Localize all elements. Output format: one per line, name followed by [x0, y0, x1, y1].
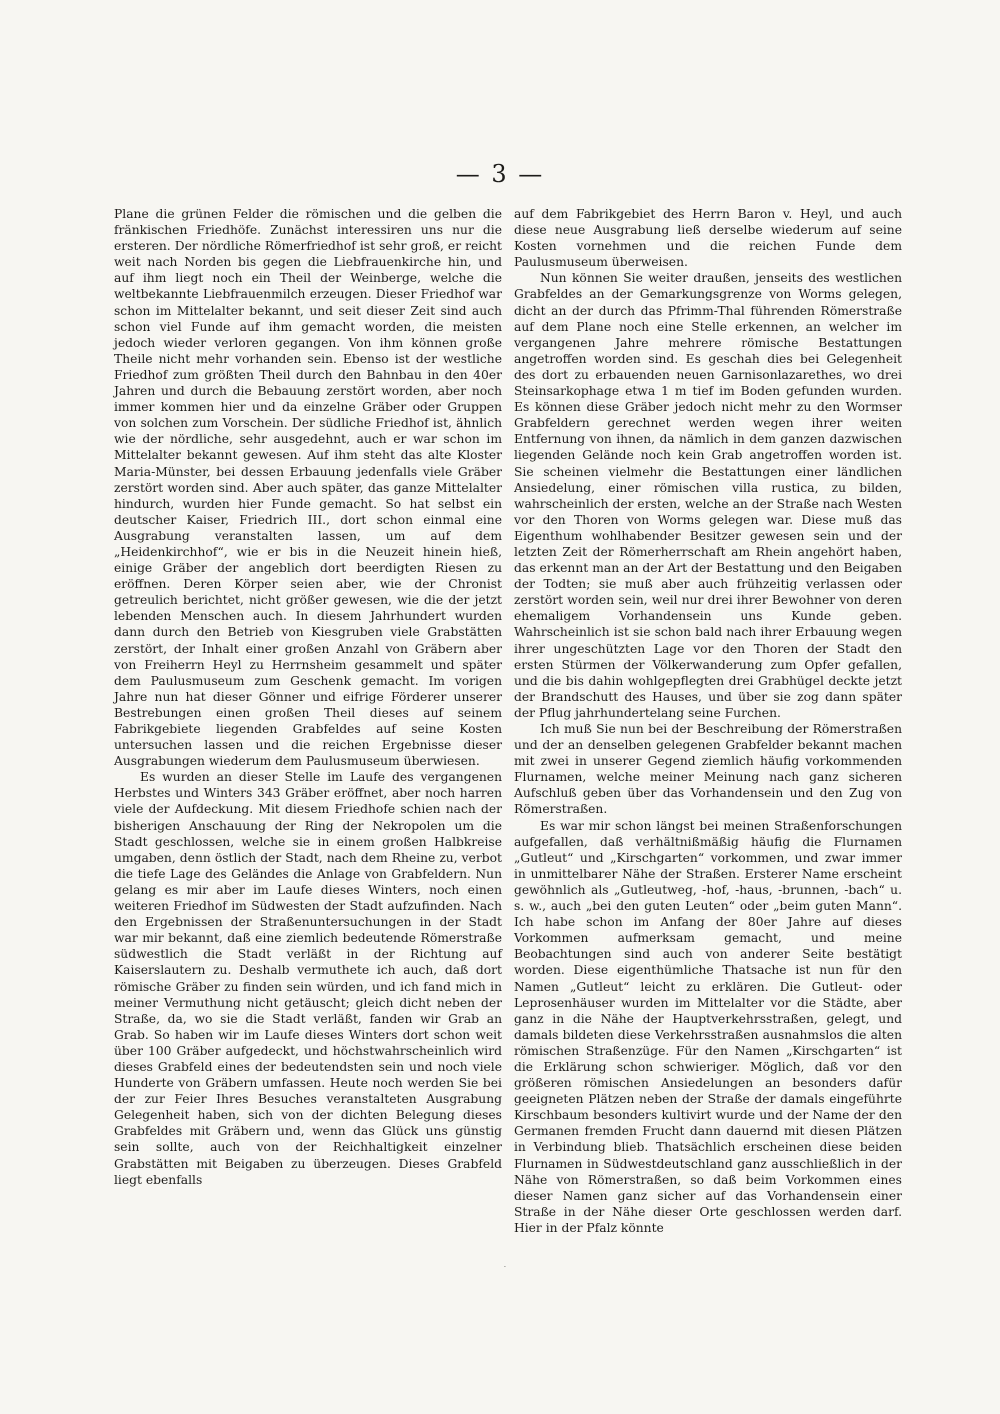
right-paragraph-3: Ich muß Sie nun bei der Beschreibung der Römerstraßen und der an denselben gelegenen Grabfelder bekannt machen mit zwei in unserer Gegend ziemlich häufig vorkommenden Flurnamen, welche meiner Meinung nach ganz sicheren Aufschluß geben über das Vorhandensein und den Zug von Römerstraßen. [514, 722, 902, 817]
left-paragraph-2: Es wurden an dieser Stelle im Laufe des vergangenen Herbstes und Winters 343 Gräber eröffnet, aber noch harren viele der Aufdeckung. Mit diesem Friedhofe schien nach der bisherigen Anschauung der Ring der Nekropolen um die Stadt geschlossen, welche sie in einem großen Halbkreise umgaben, denn östlich der Stadt, nach dem Rheine zu, verbot die tiefe Lage des Geländes die Anlage von Grabfeldern. Nun gelang es mir aber im Laufe dieses Winters, noch einen weiteren Friedhof im Südwesten der Stadt aufzufinden. Nach den Ergebnissen der Straßenuntersuchungen in der Stadt war mir bekannt, daß eine ziemlich bedeutende Römerstraße südwestlich die Stadt verläßt in der Richtung auf Kaiserslautern zu. Deshalb vermuthete ich auch, daß dort römische Gräber zu finden sein würden, und ich fand mich in meiner Vermuthung nicht getäuscht; gleich dicht neben der Straße, da, wo sie die Stadt verläßt, fanden wir Grab an Grab. So haben wir im Laufe dieses Winters dort schon weit über 100 Gräber aufgedeckt, und höchstwahrscheinlich wird dieses Grabfeld eines der bedeutendsten sein und noch viele Hunderte von Gräbern umfassen. Heute noch werden Sie bei der zur Feier Ihres Besuches veranstalteten Ausgrabung Gelegenheit haben, sich von der dichten Belegung dieses Grabfeldes mit Gräbern und, wenn das Glück uns günstig sein sollte, auch von der Reichhaltigkeit einzelner Grabstätten mit Beigaben zu überzeugen. Dieses Grabfeld liegt ebenfalls [114, 770, 502, 1187]
left-column [114, 206, 502, 1188]
right-paragraph-4: Es war mir schon längst bei meinen Straßenforschungen aufgefallen, daß verhältnißmäßig häufig die Flurnamen „Gutleut“ und „Kirschgarten“ vorkommen, und zwar immer in unmittelbarer Nähe der Straßen. Ersterer Name erscheint gewöhnlich als „Gutleutweg, -hof, -haus, -brunnen, -bach“ u. s. w., auch „bei den guten Leuten“ oder „beim guten Mann“. Ich habe schon im Anfang der 80er Jahre auf dieses Vorkommen aufmerksam gemacht, und meine Beobachtungen sind auch von anderer Seite bestätigt worden. Diese eigenthümliche Thatsache ist nun für den Namen „Gutleut“ leicht zu erklären. Die Gutleut- oder Leprosenhäuser wurden im Mittelalter vor die Städte, aber ganz in die Nähe der Hauptverkehrsstraßen, gelegt, und damals bildeten diese Verkehrsstraßen ausnahmslos die alten römischen Straßenzüge. Für den Namen „Kirschgarten“ ist die Erklärung schon schwieriger. Möglich, daß vor den größeren römischen Ansiedelungen an besonders dafür geeigneten Plätzen neben der Straße der damals eingeführte Kirschbaum besonders kultivirt wurde und der Name der den Germanen fremden Frucht dann dauernd mit diesen Plätzen in Verbindung blieb. Thatsächlich erscheinen diese beiden Flurnamen in Südwestdeutschland ganz ausschließlich in der Nähe von Römerstraßen, so daß beim Vorkommen eines dieser Namen ganz sicher auf das Vorhandensein einer Straße in der Nähe dieser Orte geschlossen werden darf. Hier in der Pfalz könnte [514, 818, 902, 1235]
print-speck: · [504, 1264, 506, 1271]
right-column [514, 206, 902, 1236]
page-number: — 3 — [455, 160, 545, 188]
left-paragraph-1: Plane die grünen Felder die römischen und die gelben die fränkischen Friedhöfe. Zunächst interessiren uns nur die ersteren. Der nördliche Römerfriedhof ist sehr groß, er reicht weit nach Norden bis gegen die Liebfrauenkirche hin, und auf ihm liegt noch ein Theil der Weinberge, welche die weltbekannte Liebfrauenmilch erzeugen. Dieser Friedhof war schon im Mittelalter bekannt, und seit dieser Zeit sind auch schon viel Funde auf ihm gemacht worden, die meisten jedoch wieder verloren gegangen. Von ihm können große Theile nicht mehr vorhanden sein. Ebenso ist der westliche Friedhof zum größten Theil durch den Bahnbau in den 40er Jahren und durch die Bebauung zerstört worden, aber noch immer kommen hier und da einzelne Gräber oder Gruppen von solchen zum Vorschein. Der südliche Friedhof ist, ähnlich wie der nördliche, sehr ausgedehnt, auch er war schon im Mittelalter bekannt gewesen. Auf ihm steht das alte Kloster Maria-Münster, bei dessen Erbauung jedenfalls viele Gräber zerstört worden sind. Aber auch später, das ganze Mittelalter hindurch, wurden hier Funde gemacht. So hat selbst ein deutscher Kaiser, Friedrich III., dort schon einmal eine Ausgrabung veranstalten lassen, um auf dem „Heidenkirchhof“, wie er bis in die Neuzeit hinein hieß, einige Gräber der angeblich dort beerdigten Riesen zu eröffnen. Deren Körper seien aber, wie der Chronist getreulich berichtet, nicht größer gewesen, wie die der jetzt lebenden Menschen auch. In diesem Jahrhundert wurden dann durch den Betrieb von Kiesgruben viele Grabstätten zerstört, der Inhalt einer großen Anzahl von Gräbern aber von Freiherrn Heyl zu Herrnsheim gesammelt und später dem Paulusmuseum zum Geschenk gemacht. Im vorigen Jahre nun hat dieser Gönner und eifrige Förderer unserer Bestrebungen einen großen Theil dieses auf seinem Fabrikgebiete liegenden Grabfeldes auf seine Kosten untersuchen lassen und die reichen Ergebnisse dieser Ausgrabungen wiederum dem Paulusmuseum überwiesen. [114, 207, 502, 769]
right-paragraph-1: auf dem Fabrikgebiet des Herrn Baron v. Heyl, und auch diese neue Ausgrabung ließ derselbe wiederum auf seine Kosten vornehmen und die reichen Funde dem Paulusmuseum überweisen. [514, 207, 902, 270]
right-paragraph-2: Nun können Sie weiter draußen, jenseits des westlichen Grabfeldes an der Gemarkungsgrenze von Worms gelegen, dicht an der durch das Pfrimm-Thal führenden Römerstraße auf dem Plane noch eine Stelle erkennen, an welcher im vergangenen Jahre mehrere römische Bestattungen angetroffen worden sind. Es geschah dies bei Gelegenheit des dort zu erbauenden neuen Garnisonlazarethes, wo drei Steinsarkophage etwa 1 m tief im Boden gefunden wurden. Es können diese Gräber jedoch nicht mehr zu den Wormser Grabfeldern gerechnet werden wegen ihrer weiten Entfernung von ihnen, da nämlich in dem ganzen dazwischen liegenden Gelände noch kein Grab angetroffen worden ist. Sie scheinen vielmehr die Bestattungen einer ländlichen Ansiedelung, einer römischen villa rustica, zu bilden, wahrscheinlich der ersten, welche an der Straße nach Westen vor den Thoren von Worms gelegen war. Diese muß das Eigenthum wohlhabender Besitzer gewesen sein und der letzten Zeit der Römerherrschaft am Rhein angehört haben, das erkennt man an der Art der Bestattung und den Beigaben der Todten; sie muß aber auch frühzeitig verlassen oder zerstört worden sein, weil nur drei ihrer Bewohner von deren ehemaligem Vorhandensein uns Kunde geben. Wahrscheinlich ist sie schon bald nach ihrer Erbauung wegen ihrer ungeschützten Lage vor den Thoren der Stadt den ersten Stürmen der Völkerwanderung zum Opfer gefallen, und die bis dahin wohlgepflegten drei Grabhügel deckte jetzt der Brandschutt des Hauses, und über sie zog dann später der Pflug jahrhundertelang seine Furchen. [514, 271, 902, 720]
